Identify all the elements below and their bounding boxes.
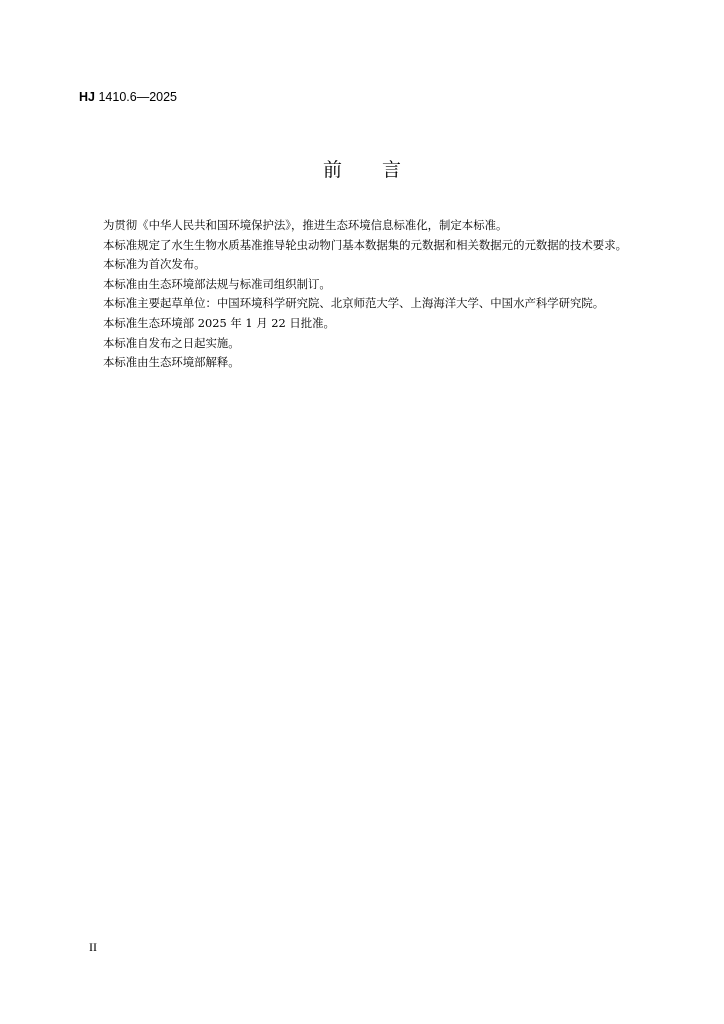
- paragraph-approval-date: 本标准生态环境部 2025 年 1 月 22 日批准。: [103, 315, 335, 330]
- paragraph-interpretation: 本标准由生态环境部解释。: [103, 355, 240, 370]
- paragraph-effective: 本标准自发布之日起实施。: [103, 335, 240, 350]
- paragraph-purpose: 为贯彻《中华人民共和国环境保护法》，推进生态环境信息标准化，制定本标准。: [103, 218, 508, 232]
- paragraph-scope: 本标准规定了水生生物水质基准推导轮虫动物门基本数据集的元数据和相关数据元的元数据的技术要求。: [103, 237, 627, 252]
- page-title: 前言: [322, 159, 441, 181]
- standard-code-prefix: HJ: [79, 90, 95, 104]
- paragraph-drafting-units: 本标准主要起草单位：中国环境科学研究院、北京师范大学、上海海洋大学、中国水产科学研究院。: [103, 296, 605, 311]
- paragraph-first-release: 本标准为首次发布。: [103, 257, 206, 272]
- standard-code: [79, 89, 177, 105]
- paragraph-organizer: 本标准由生态环境部法规与标准司组织制订。: [103, 276, 331, 291]
- page-number: II: [89, 940, 97, 954]
- standard-code-number: 1410.6—2025: [98, 90, 178, 104]
- foreword-body: [80, 216, 644, 373]
